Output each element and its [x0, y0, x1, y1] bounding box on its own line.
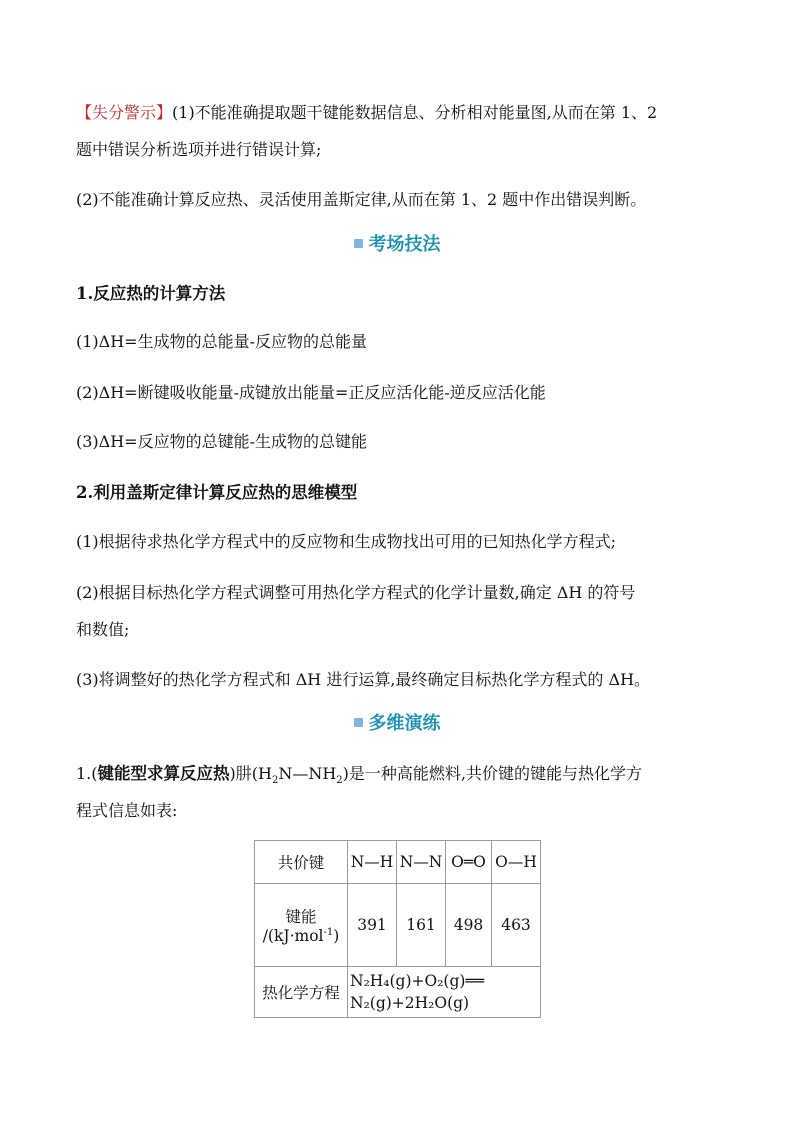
exercise-text: )肼(H — [229, 764, 272, 783]
method-1-item-3: (3)ΔH=反应物的总键能-生成物的总键能 — [76, 432, 367, 451]
bond-energy-table — [254, 840, 541, 1018]
energy-label-text: 键能 — [285, 907, 317, 926]
row-label-bond: 共价键 — [255, 841, 348, 884]
subscript: 2 — [336, 775, 343, 787]
thermochemical-equation — [348, 967, 541, 1018]
method-2-heading: 2.利用盖斯定律计算反应热的思维模型 — [76, 483, 358, 502]
exercise-line-2: 程式信息如表: — [76, 801, 178, 820]
equation-line-1: N₂H₄(g)+O₂(g)══ — [350, 972, 485, 990]
method-1-heading: 1.反应热的计算方法 — [76, 284, 226, 303]
warning-line-2: 题中错误分析选项并进行错误计算; — [76, 140, 322, 159]
warning-line-3: (2)不能准确计算反应热、灵活使用盖斯定律,从而在第 1、2 题中作出错误判断。 — [76, 190, 647, 209]
bond-o-h: O—H — [492, 841, 541, 884]
warning-text-1: (1)不能准确提取题干键能数据信息、分析相对能量图,从而在第 1、2 — [172, 103, 658, 122]
method-2-item-3: (3)将调整好的热化学方程式和 ΔH 进行运算,最终确定目标热化学方程式的 ΔH。 — [76, 670, 651, 689]
exercise-text: )是一种高能燃料,共价键的键能与热化学方 — [342, 764, 643, 783]
exercise-number: 1.( — [76, 764, 98, 783]
row-label-equation: 热化学方程 — [255, 967, 348, 1018]
exercise-text: N—NH — [278, 764, 337, 783]
bond-o-o: O═O — [446, 841, 492, 884]
equation-line-2: N₂(g)+2H₂O(g) — [350, 994, 470, 1012]
section-square-icon — [354, 718, 363, 727]
method-1-item-2: (2)ΔH=断键吸收能量-成键放出能量=正反应活化能-逆反应活化能 — [76, 383, 546, 402]
section-title-text: 多维演练 — [368, 713, 441, 734]
warning-tag: 【失分警示】 — [76, 103, 173, 122]
method-2-item-2-line-1: (2)根据目标热化学方程式调整可用热化学方程式的化学计量数,确定 ΔH 的符号 — [76, 583, 636, 602]
energy-o-h: 463 — [492, 884, 541, 967]
bond-n-n: N—N — [397, 841, 446, 884]
section-title-practice — [0, 712, 794, 736]
exercise-tag: 键能型求算反应热 — [97, 764, 230, 783]
unit-text: /(kJ·mol — [262, 927, 324, 946]
subscript: 2 — [271, 775, 279, 787]
method-2-item-1: (1)根据待求热化学方程式中的反应物和生成物找出可用的已知热化学方程式; — [76, 532, 617, 551]
unit-text: ) — [333, 927, 340, 946]
table-row — [255, 884, 541, 967]
method-2-item-2-line-2: 和数值; — [76, 620, 130, 639]
section-title-text: 考场技法 — [368, 234, 441, 255]
section-square-icon — [354, 239, 363, 248]
bond-n-h: N—H — [348, 841, 397, 884]
superscript: -1 — [323, 926, 334, 938]
row-label-energy — [255, 884, 348, 967]
energy-unit — [255, 927, 347, 945]
energy-n-n: 161 — [397, 884, 446, 967]
table-row — [255, 967, 541, 1018]
method-1-item-1: (1)ΔH=生成物的总能量-反应物的总能量 — [76, 332, 367, 351]
table-row — [255, 841, 541, 884]
section-title-techniques — [0, 233, 794, 257]
exercise-line-1 — [76, 763, 642, 792]
energy-n-h: 391 — [348, 884, 397, 967]
energy-o-o: 498 — [446, 884, 492, 967]
warning-line-1 — [76, 102, 657, 124]
